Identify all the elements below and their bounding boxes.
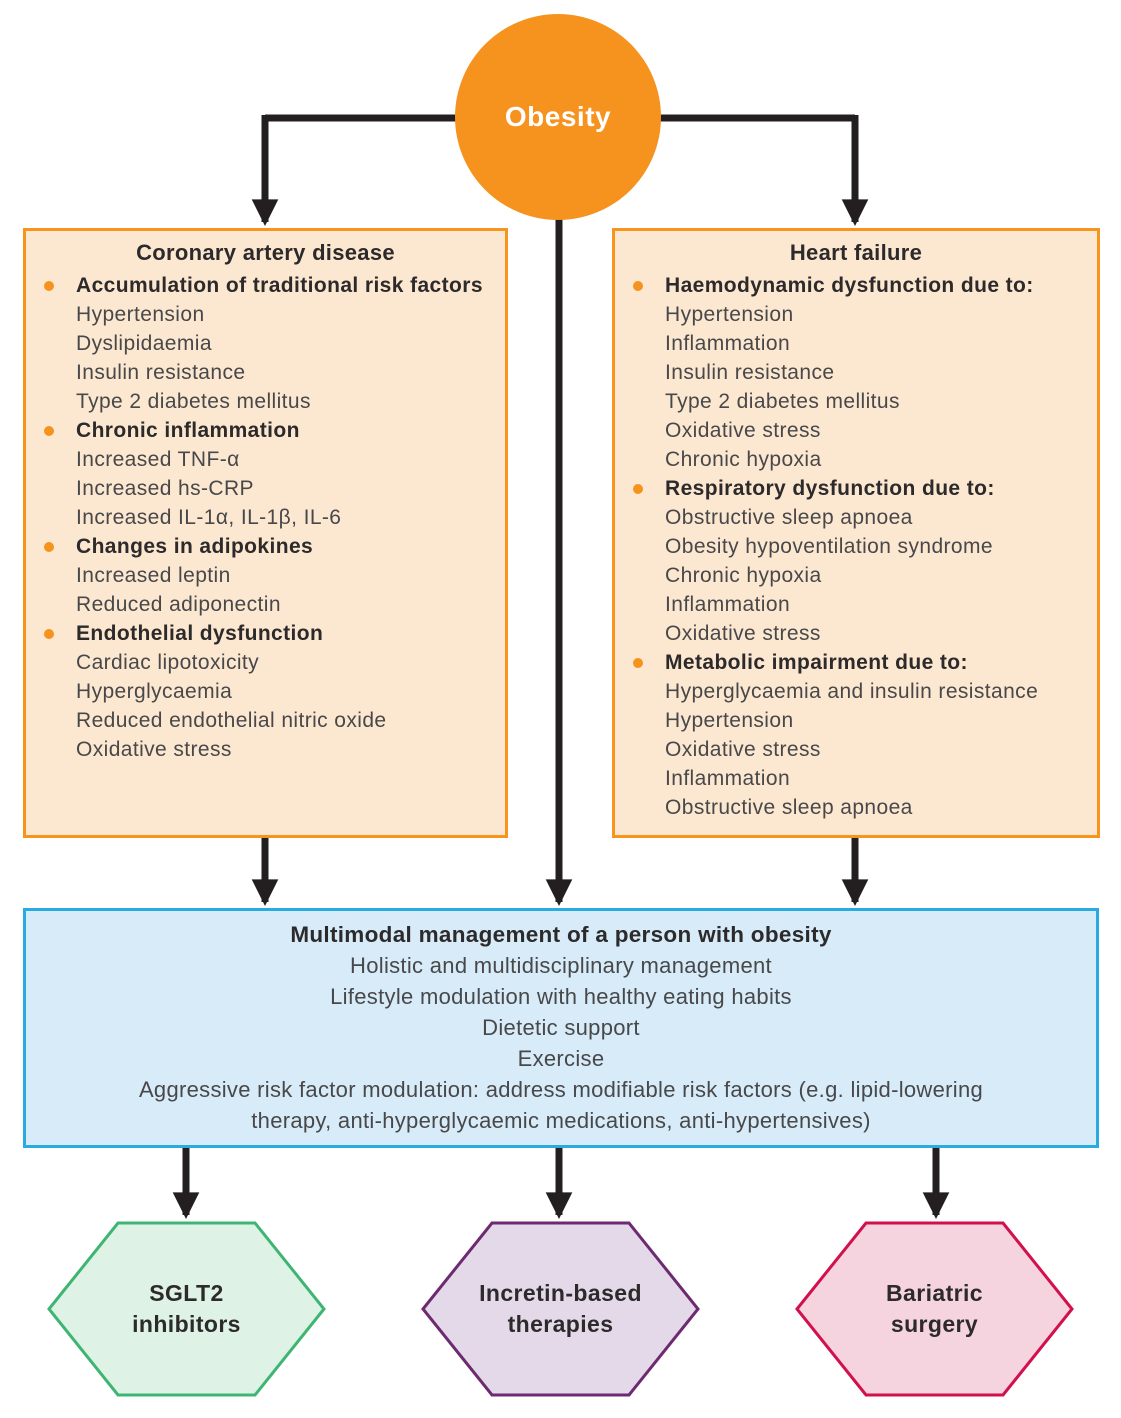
bullet-group [26, 532, 497, 619]
list-item: Reduced endothelial nitric oxide [76, 709, 387, 732]
bullet-subitems [665, 300, 1089, 474]
list-item: Reduced adiponectin [76, 593, 281, 616]
list-item: Obstructive sleep apnoea [665, 796, 913, 819]
sglt2-inhibitors-hexagon [47, 1221, 326, 1397]
bullet-group [615, 474, 1089, 648]
bullet-group [26, 271, 497, 416]
coronary-artery-disease-box [23, 228, 508, 838]
bullet-icon [633, 281, 643, 291]
list-item: Increased leptin [76, 564, 231, 587]
obesity-node [455, 14, 661, 220]
list-item: Increased IL-1α, IL-1β, IL-6 [76, 506, 342, 529]
bullet-group [26, 416, 497, 532]
list-item: Hypertension [665, 709, 794, 732]
list-item: Increased hs-CRP [76, 477, 254, 500]
list-item: Increased TNF-α [76, 448, 240, 471]
bullet-group [26, 619, 497, 764]
hexagon-label-line2: surgery [890, 1311, 979, 1337]
hexagon-label-line2: inhibitors [132, 1311, 241, 1337]
bullet-group-header: Accumulation of traditional risk factors [76, 274, 483, 297]
list-item: Type 2 diabetes mellitus [76, 390, 311, 413]
bullet-icon [633, 658, 643, 668]
management-line: Holistic and multidisciplinary management [350, 953, 772, 978]
management-box [23, 908, 1099, 1148]
list-item: Oxidative stress [665, 419, 821, 442]
bullet-group-header: Respiratory dysfunction due to: [665, 477, 995, 500]
list-item: Hyperglycaemia [76, 680, 233, 703]
list-item: Hyperglycaemia and insulin resistance [665, 680, 1039, 703]
list-item: Oxidative stress [665, 738, 821, 761]
heart-failure-box-title: Heart failure [789, 240, 923, 265]
list-item: Inflammation [665, 767, 791, 790]
bullet-group [615, 271, 1089, 474]
bullet-icon [44, 542, 54, 552]
management-box-title: Multimodal management of a person with obesity [290, 922, 832, 947]
bullet-subitems [76, 300, 497, 416]
hexagon-label [795, 1221, 1074, 1397]
bullet-icon [44, 426, 54, 436]
list-item: Inflammation [665, 593, 791, 616]
list-item: Oxidative stress [76, 738, 232, 761]
obesity-label: Obesity [504, 101, 612, 132]
hexagon-label [421, 1221, 700, 1397]
bullet-group [615, 648, 1089, 822]
bullet-group-header: Endothelial dysfunction [76, 622, 324, 645]
bariatric-surgery-hexagon [795, 1221, 1074, 1397]
bullet-icon [44, 281, 54, 291]
bullet-subitems [665, 677, 1089, 822]
list-item: Insulin resistance [76, 361, 246, 384]
list-item: Insulin resistance [665, 361, 835, 384]
coronary-box-title: Coronary artery disease [136, 240, 395, 265]
hexagon-label-line1: Bariatric [886, 1280, 983, 1306]
list-item: Obesity hypoventilation syndrome [665, 535, 993, 558]
management-line: Lifestyle modulation with healthy eating habits [330, 984, 792, 1009]
management-line: Exercise [517, 1046, 605, 1071]
hexagon-label [47, 1221, 326, 1397]
hexagon-label-line1: SGLT2 [149, 1280, 224, 1306]
management-lines [26, 950, 1096, 1136]
bullet-group-header: Chronic inflammation [76, 419, 300, 442]
bullet-icon [44, 629, 54, 639]
list-item: Cardiac lipotoxicity [76, 651, 260, 674]
list-item: Hypertension [665, 303, 794, 326]
bullet-subitems [76, 561, 497, 619]
management-line: Aggressive risk factor modulation: address modifiable risk factors (e.g. lipid-lowering therapy, anti-hyperglycaemic medications, anti-hypertensives) [138, 1077, 984, 1133]
bullet-subitems [76, 648, 497, 764]
coronary-bullet-list [26, 271, 505, 764]
heart-failure-box [612, 228, 1100, 838]
bullet-icon [633, 484, 643, 494]
bullet-group-header: Haemodynamic dysfunction due to: [665, 274, 1034, 297]
list-item: Oxidative stress [665, 622, 821, 645]
management-line: Dietetic support [482, 1015, 640, 1040]
bullet-group-header: Metabolic impairment due to: [665, 651, 968, 674]
bullet-group-header: Changes in adipokines [76, 535, 314, 558]
hexagon-label-line2: therapies [507, 1311, 614, 1337]
hexagon-label-line1: Incretin-based [479, 1280, 642, 1306]
list-item: Obstructive sleep apnoea [665, 506, 913, 529]
list-item: Inflammation [665, 332, 791, 355]
heart-failure-bullet-list [615, 271, 1097, 822]
list-item: Hypertension [76, 303, 205, 326]
list-item: Type 2 diabetes mellitus [665, 390, 900, 413]
list-item: Chronic hypoxia [665, 448, 822, 471]
list-item: Dyslipidaemia [76, 332, 212, 355]
list-item: Chronic hypoxia [665, 564, 822, 587]
incretin-based-therapies-hexagon [421, 1221, 700, 1397]
bullet-subitems [76, 445, 497, 532]
bullet-subitems [665, 503, 1089, 648]
